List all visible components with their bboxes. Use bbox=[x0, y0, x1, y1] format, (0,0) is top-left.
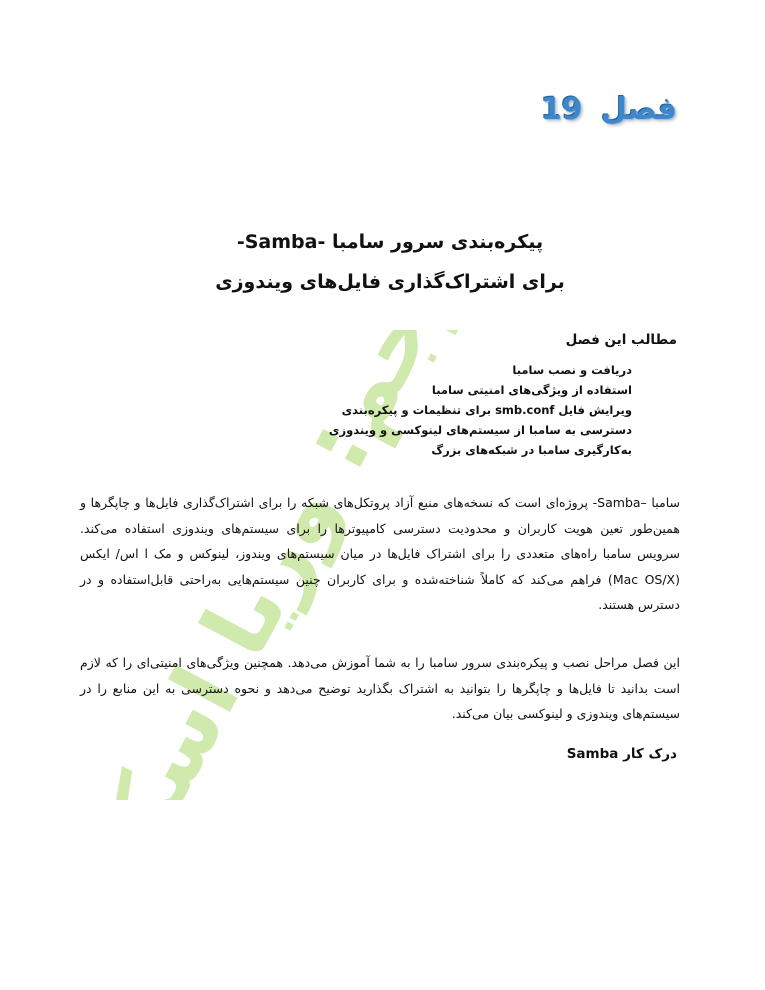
chapter-number: 19 bbox=[540, 92, 583, 127]
title-line-2: برای اشتراک‌گذاری فایل‌های ویندوزی bbox=[215, 271, 565, 293]
body-paragraph-2: این فصل مراحل نصب و پیکره‌بندی سرور سامبا را به شما آموزش می‌دهد. همچنین ویژگی‌های امنیتی‌ای را که لازم است بدانید تا فایل‌ها و چاپگرها را بتوانید به اشتراک بگذارید توضیح می‌دهد و نحوه دسترسی به این منابع را در سیستم‌های ویندوزی و لینوکسی بیان می‌کند. bbox=[80, 655, 680, 721]
section-subheading: درک کار Samba bbox=[566, 746, 677, 762]
chapter-word: فصل bbox=[601, 92, 677, 127]
title-line-1: پیکره‌بندی سرور سامبا -Samba- bbox=[236, 231, 544, 253]
chapter-label bbox=[541, 90, 677, 130]
chapter-title bbox=[120, 222, 660, 302]
body-paragraph-1: سامبا –Samba- پروژه‌ای است که نسخه‌های منبع آزاد پروتکل‌های شبکه را برای اشتراک‌گذاری فایل‌ها و چاپگرها و همین‌طور تعین هویت کاربران و محدودیت دسترسی کامپیوترها را برای سیستم‌های ویندوزی استفاده می‌کند. سرویس سامبا راه‌های متعددی را برای اشتراک فایل‌ها در میان سیستم‌های ویندوز، لینوکس و مک ا اس/ ایکس (Mac OS/X) فراهم می‌کند که کاملاً شناخته‌شده و برای کاربران چنین سیستم‌هایی به‌راحتی قابل‌استفاده و در دسترس هستند. bbox=[80, 495, 681, 612]
watermark-text: وریا bbox=[181, 464, 360, 673]
contents-item: استفاده از ویژگی‌های امنیتی سامبا bbox=[431, 383, 632, 397]
contents-list bbox=[329, 360, 632, 460]
contents-item: ویرایش فایل smb.conf برای تنظیمات و پیکره‌بندی bbox=[341, 403, 632, 417]
contents-item: دسترسی به سامبا از سیستم‌های لینوکسی و ویندوزی bbox=[328, 423, 632, 437]
contents-heading: مطالب این فصل bbox=[565, 332, 677, 348]
contents-item: دریافت و نصب سامبا bbox=[512, 363, 632, 377]
contents-item: به‌کارگیری سامبا در شبکه‌های بزرگ bbox=[431, 443, 632, 457]
